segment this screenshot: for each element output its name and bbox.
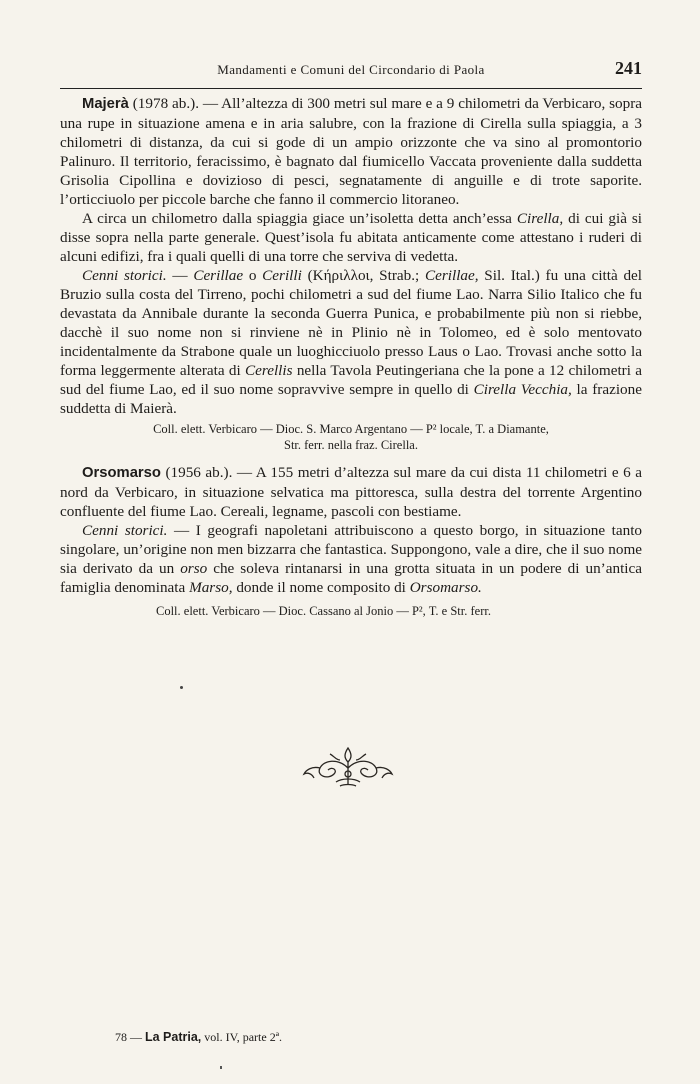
publication-title: La Patria, — [145, 1030, 202, 1044]
entry-title-maiera: Majerà — [82, 96, 129, 112]
footer-signature — [115, 1030, 282, 1045]
page-number: 241 — [615, 58, 642, 78]
header-rule — [60, 88, 642, 89]
entry-orsomarso-intro — [60, 463, 642, 521]
italic-term: Cirella, — [516, 210, 564, 227]
paragraph-text: — All’altezza di 300 metri sul mare e a 9 chilometri da Verbicaro, sopra una rupe in situazione amena e in aria salubre, con la frazione di Cirella sulla spiaggia, a 3 chilometri di distanza, da cui si gode di un ampio orizzonte che va sino al promontorio Palinuro. Il territorio, feracissimo, è bagnato dal fiumicello Vaccata proveniente dalla suddetta Grisolia Cipollina e dovizioso di pesci, segnatamente di anguille e di trote saporite. l’orticciuolo per piccole barche che fanno il commercio litoraneo. — [60, 95, 642, 208]
italic-term: Cerillae — [193, 267, 244, 284]
paragraph-text: la frazione suddetta di Maierà. — [60, 381, 642, 417]
paragraph-text: donde il nome composito di — [232, 579, 410, 596]
signature-number: 78 — — [115, 1030, 145, 1044]
section-label: Cenni storici. — [82, 267, 167, 284]
info-line: Str. ferr. nella fraz. Cirella. — [284, 438, 418, 452]
electoral-info-orsomarso: Coll. elett. Verbicaro — Dioc. Cassano al Jonio — P², T. e Str. ferr. — [156, 604, 491, 618]
electoral-info-maiera — [60, 421, 642, 453]
entry-title-orsomarso: Orsomarso — [82, 465, 161, 481]
paragraph-text: — A 155 metri d’altezza sul mare da cui dista 11 chilometri e 6 a nord da Verbicaro, in situazione selvatica ma pittoresca, sulla destra del torrente Argentino confluente del fiume Lao. Cereali, legname, pascoli con bestiame. — [60, 464, 643, 520]
volume-info: vol. IV, parte 2ª. — [201, 1030, 283, 1044]
italic-term: Cirella Vecchia, — [473, 381, 572, 398]
italic-term: Marso, — [189, 579, 233, 596]
italic-term: Cerellis — [245, 362, 293, 379]
italic-term: orso — [180, 560, 208, 577]
dash: — — [166, 267, 194, 284]
entry-maiera-island — [60, 209, 642, 266]
paragraph-text: o — [243, 267, 263, 284]
paragraph-text: Sil. Ital.) fu una città del Bruzio sulla costa del Tirreno, pochi chilometri a sud del fiume Lao. Narra Silio Italico che fu devastata da Annibale durante la seconda Guerra Punica, e probabilmente più non si riebbe, dacchè il suo nome non si rinviene nè in Plinio nè in Tolomeo, ed è solo mentovato incidentalmente da Strabone quale un luoghicciuolo presso Laus o Lao. Trovasi anche sotto la forma leggermente alterata di — [60, 267, 643, 379]
entry-population: (1978 ab.). — [132, 95, 200, 112]
entry-maiera-history — [60, 266, 642, 418]
page — [60, 0, 643, 618]
entry-orsomarso-history — [60, 521, 642, 597]
paragraph-text: nella Tavola Peutingeriana che la pone a 12 chilometri a sud del fiume Lao, ed il suo nome sopravvive sempre in quello di — [60, 362, 642, 398]
paragraph-text: di cui già si disse sopra nella parte generale. Quest’isola fu abitata anticamente come attestano i ruderi di alcuni edifizi, fra i quali quelli di una torre che serviva di vedetta. — [60, 210, 643, 265]
italic-term: Cerillae, — [424, 267, 479, 284]
print-speck — [180, 686, 183, 689]
italic-term: Orsomarso. — [409, 579, 482, 596]
running-head: Mandamenti e Comuni del Circondario di Paola — [217, 62, 485, 77]
section-label: Cenni storici. — [82, 522, 168, 539]
print-speck — [220, 1066, 222, 1069]
entry-maiera-intro — [60, 94, 642, 209]
italic-term: Cerilli — [262, 267, 302, 284]
paragraph-text: che soleva rintanarsi in una grotta situata in un podere di un’antica famiglia denominata — [60, 560, 642, 596]
page-header — [60, 0, 642, 92]
entry-population: (1956 ab.). — [165, 464, 233, 481]
body-text — [60, 94, 642, 619]
paragraph-text: A circa un chilometro dalla spiaggia giace un’isoletta detta anch’essa — [82, 210, 512, 227]
paragraph-text: (Κήριλλοι, Strab.; — [301, 267, 425, 284]
paragraph-text: — I geografi napoletani attribuiscono a questo borgo, in situazione tanto singolare, un’origine non men bizzarra che fantastica. Suppongono, vale a dire, che il suo nome sia derivato da un — [60, 522, 643, 577]
info-line: Coll. elett. Verbicaro — Dioc. S. Marco Argentano — P² locale, T. a Diamante, — [153, 422, 549, 436]
ornament-icon — [300, 744, 396, 790]
